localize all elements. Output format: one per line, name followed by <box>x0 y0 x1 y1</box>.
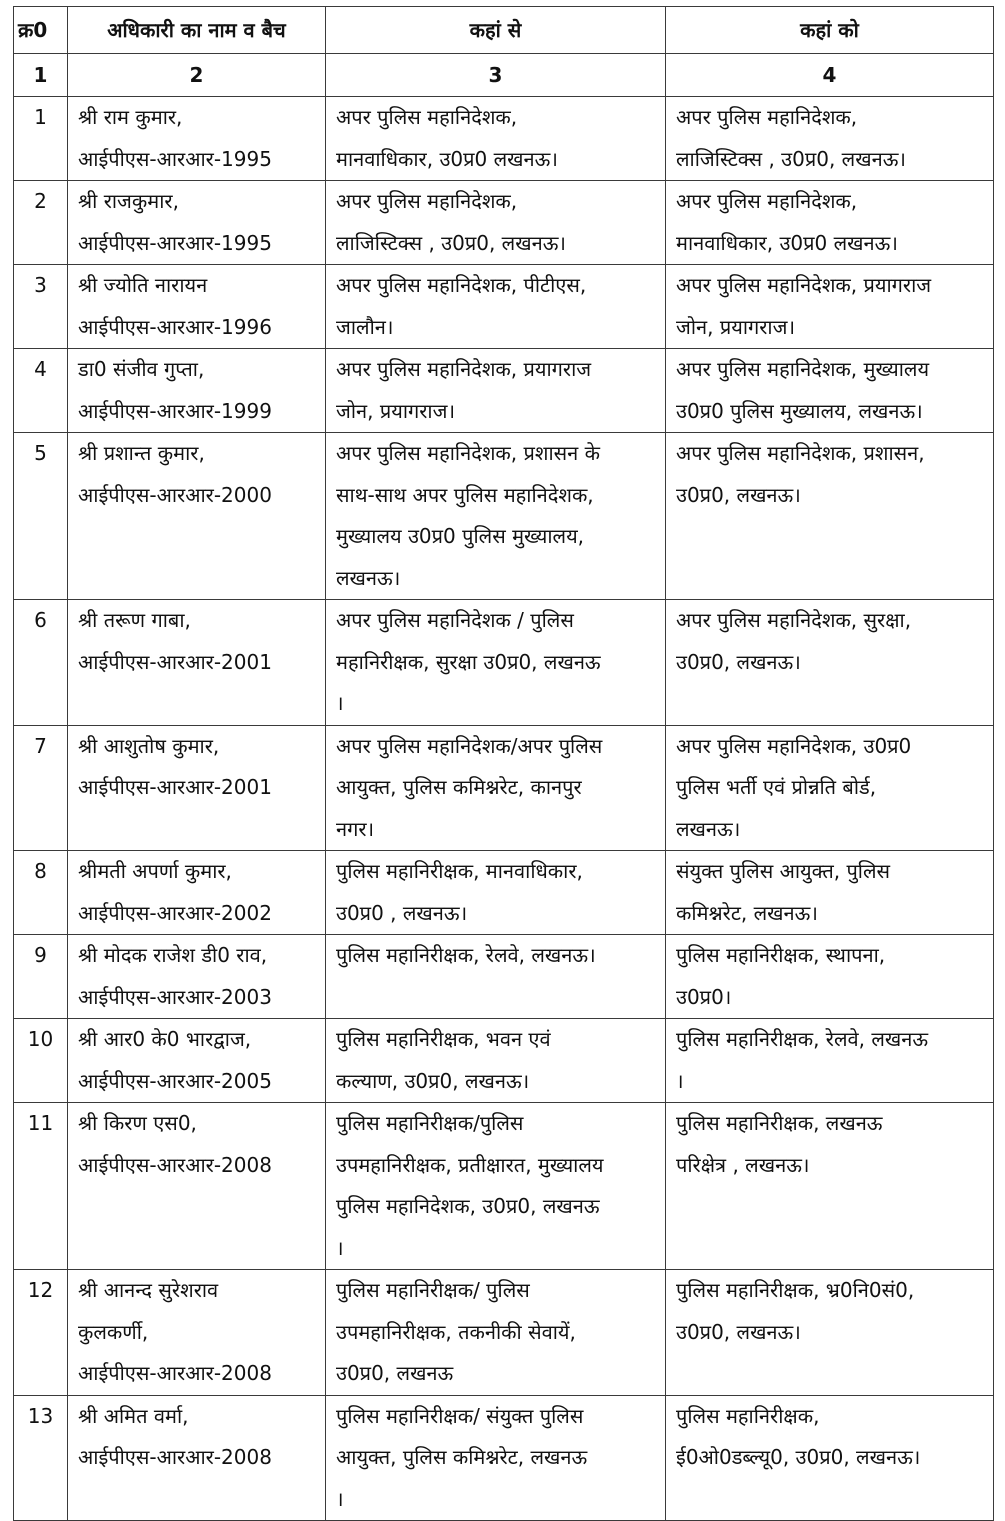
officer-name-cell <box>68 725 326 851</box>
from-post-line: पुलिस महानिदेशक, उ0प्र0, लखनऊ <box>336 1194 600 1218</box>
officer-name-line: श्री ज्योति नारायन <box>78 273 208 297</box>
from-post-line: उपमहानिरीक्षक, प्रतीक्षारत, मुख्यालय <box>336 1152 604 1177</box>
officer-name-cell <box>68 1395 326 1521</box>
serial-number: 11 <box>14 1103 68 1270</box>
from-post-cell <box>326 851 666 935</box>
to-post-cell <box>666 600 994 726</box>
to-post-line: मानवाधिकार, उ0प्र0 लखनऊ। <box>676 230 898 255</box>
to-post-cell <box>666 1395 994 1521</box>
from-post-line: साथ-साथ अपर पुलिस महानिदेशक, <box>336 482 594 507</box>
table-row <box>14 265 994 349</box>
from-post-line: अपर पुलिस महानिदेशक/अपर पुलिस <box>336 733 603 758</box>
header-officer-name: अधिकारी का नाम व बैच <box>68 7 326 54</box>
officer-name-cell <box>68 1019 326 1103</box>
from-post-line: अपर पुलिस महानिदेशक, प्रशासन के <box>336 441 600 465</box>
to-post-cell <box>666 1270 994 1396</box>
to-post-cell <box>666 349 994 433</box>
officer-name-line: श्री तरूण गाबा, <box>78 608 191 632</box>
from-post-cell <box>326 1395 666 1521</box>
from-post-cell <box>326 433 666 600</box>
from-post-line: अपर पुलिस महानिदेशक, पीटीएस, <box>336 273 587 297</box>
from-post-cell <box>326 600 666 726</box>
to-post-line: अपर पुलिस महानिदेशक, <box>676 189 858 213</box>
to-post-line: लखनऊ। <box>676 816 741 841</box>
officer-name-cell <box>68 433 326 600</box>
to-post-line: उ0प्र0, लखनऊ। <box>676 1319 801 1344</box>
to-post-line: उ0प्र0, लखनऊ। <box>676 482 801 507</box>
officer-name-line: श्री आर0 के0 भारद्वाज, <box>78 1027 252 1051</box>
to-post-cell <box>666 433 994 600</box>
officer-name-line: श्री राजकुमार, <box>78 189 179 213</box>
officer-name-cell <box>68 265 326 349</box>
to-post-line: संयुक्त पुलिस आयुक्त, पुलिस <box>676 859 891 883</box>
from-post-line: आयुक्त, पुलिस कमिश्नरेट, कानपुर <box>336 775 582 799</box>
from-post-line: । <box>336 1235 344 1260</box>
to-post-line: उ0प्र0, लखनऊ। <box>676 649 801 674</box>
table-row <box>14 1395 994 1521</box>
table-row <box>14 600 994 726</box>
officer-name-line: आईपीएस-आरआर-2000 <box>78 482 272 507</box>
from-post-line: अपर पुलिस महानिदेशक, <box>336 189 518 213</box>
header-row <box>14 7 994 54</box>
to-post-cell <box>666 97 994 181</box>
officer-name-cell <box>68 181 326 265</box>
to-post-line: अपर पुलिस महानिदेशक, उ0प्र0 <box>676 733 912 758</box>
table-row <box>14 1270 994 1396</box>
from-post-line: पुलिस महानिरीक्षक/ पुलिस <box>336 1278 530 1302</box>
serial-number: 10 <box>14 1019 68 1103</box>
from-post-line: पुलिस महानिरीक्षक/ संयुक्त पुलिस <box>336 1403 584 1428</box>
from-post-line: अपर पुलिस महानिदेशक, <box>336 105 518 129</box>
table-row <box>14 1019 994 1103</box>
officer-name-line: आईपीएस-आरआर-2005 <box>78 1068 272 1093</box>
from-post-cell <box>326 349 666 433</box>
to-post-cell <box>666 265 994 349</box>
officer-name-cell <box>68 349 326 433</box>
officer-name-line: श्री आशुतोष कुमार, <box>78 733 220 758</box>
to-post-line: पुलिस महानिरीक्षक, लखनऊ <box>676 1111 883 1135</box>
column-index-2: 2 <box>68 54 326 97</box>
officer-name-line: आईपीएस-आरआर-2002 <box>78 900 272 925</box>
from-post-line: मानवाधिकार, उ0प्र0 लखनऊ। <box>336 146 558 171</box>
from-post-line: लखनऊ। <box>336 565 401 590</box>
from-post-line: पुलिस महानिरीक्षक, भवन एवं <box>336 1027 551 1051</box>
officer-name-line: आईपीएस-आरआर-2001 <box>78 775 272 799</box>
officer-name-line: श्रीमती अपर्णा कुमार, <box>78 859 232 883</box>
header-serial: क्र0 <box>14 7 68 54</box>
from-post-line: जोन, प्रयागराज। <box>336 398 456 423</box>
from-post-cell <box>326 725 666 851</box>
table-row <box>14 725 994 851</box>
table-body <box>14 97 994 1521</box>
serial-number: 3 <box>14 265 68 349</box>
serial-number: 9 <box>14 935 68 1019</box>
officer-name-line: डा0 संजीव गुप्ता, <box>78 357 205 381</box>
transfer-order-document <box>13 6 993 1521</box>
column-index-1: 1 <box>14 54 68 97</box>
table-row <box>14 181 994 265</box>
serial-number: 13 <box>14 1395 68 1521</box>
from-post-line: । <box>336 1486 344 1511</box>
officer-name-cell <box>68 1103 326 1270</box>
officer-name-line: आईपीएस-आरआर-1995 <box>78 146 272 171</box>
to-post-line: परिक्षेत्र , लखनऊ। <box>676 1152 810 1177</box>
from-post-cell <box>326 935 666 1019</box>
to-post-cell <box>666 725 994 851</box>
to-post-cell <box>666 851 994 935</box>
serial-number: 4 <box>14 349 68 433</box>
officer-name-line: श्री प्रशान्त कुमार, <box>78 441 205 465</box>
serial-number: 8 <box>14 851 68 935</box>
officer-name-line: श्री राम कुमार, <box>78 105 183 129</box>
officer-name-line: आईपीएस-आरआर-2008 <box>78 1361 272 1385</box>
header-to: कहां को <box>666 7 994 54</box>
column-index-3: 3 <box>326 54 666 97</box>
officer-name-cell <box>68 851 326 935</box>
to-post-line: अपर पुलिस महानिदेशक, मुख्यालय <box>676 357 930 381</box>
officer-name-cell <box>68 97 326 181</box>
from-post-line: अपर पुलिस महानिदेशक, प्रयागराज <box>336 357 592 381</box>
from-post-cell <box>326 1019 666 1103</box>
to-post-cell <box>666 935 994 1019</box>
to-post-line: कमिश्नरेट, लखनऊ। <box>676 900 818 925</box>
column-index-4: 4 <box>666 54 994 97</box>
from-post-cell <box>326 97 666 181</box>
from-post-line: जालौन। <box>336 314 394 339</box>
officer-name-line: आईपीएस-आरआर-1996 <box>78 314 272 339</box>
to-post-line: पुलिस महानिरीक्षक, <box>676 1403 820 1428</box>
from-post-line: पुलिस महानिरीक्षक, मानवाधिकार, <box>336 859 583 883</box>
column-index-row <box>14 54 994 97</box>
to-post-line: अपर पुलिस महानिदेशक, <box>676 105 858 129</box>
officer-name-line: श्री किरण एस0, <box>78 1111 197 1135</box>
to-post-cell <box>666 181 994 265</box>
to-post-line: पुलिस भर्ती एवं प्रोन्नति बोर्ड, <box>676 775 877 799</box>
table-row <box>14 433 994 600</box>
from-post-line: उ0प्र0, लखनऊ <box>336 1361 454 1385</box>
from-post-line: मुख्यालय उ0प्र0 पुलिस मुख्यालय, <box>336 524 585 548</box>
officer-name-cell <box>68 600 326 726</box>
transfer-table <box>13 6 994 1521</box>
from-post-line: उ0प्र0 , लखनऊ। <box>336 900 468 925</box>
officer-name-cell <box>68 935 326 1019</box>
from-post-line: । <box>336 691 344 715</box>
serial-number: 12 <box>14 1270 68 1396</box>
to-post-line: पुलिस महानिरीक्षक, स्थापना, <box>676 943 886 967</box>
to-post-line: उ0प्र0 पुलिस मुख्यालय, लखनऊ। <box>676 398 923 423</box>
to-post-line: ई0ओ0डब्ल्यू0, उ0प्र0, लखनऊ। <box>676 1445 921 1469</box>
serial-number: 6 <box>14 600 68 726</box>
from-post-line: उपमहानिरीक्षक, तकनीकी सेवायें, <box>336 1319 576 1344</box>
to-post-line: पुलिस महानिरीक्षक, भ्र0नि0सं0, <box>676 1278 915 1302</box>
to-post-line: जोन, प्रयागराज। <box>676 314 796 339</box>
to-post-line: । <box>676 1068 684 1093</box>
from-post-line: लाजिस्टिक्स , उ0प्र0, लखनऊ। <box>336 230 566 255</box>
to-post-line: अपर पुलिस महानिदेशक, प्रयागराज <box>676 273 932 297</box>
to-post-cell <box>666 1103 994 1270</box>
serial-number: 5 <box>14 433 68 600</box>
officer-name-line: श्री आनन्द सुरेशराव <box>78 1278 219 1302</box>
officer-name-line: आईपीएस-आरआर-2003 <box>78 984 272 1009</box>
table-row <box>14 1103 994 1270</box>
table-row <box>14 851 994 935</box>
officer-name-line: कुलकर्णी, <box>78 1319 149 1344</box>
from-post-line: आयुक्त, पुलिस कमिश्नरेट, लखनऊ <box>336 1445 588 1469</box>
to-post-cell <box>666 1019 994 1103</box>
officer-name-cell <box>68 1270 326 1396</box>
from-post-line: पुलिस महानिरीक्षक/पुलिस <box>336 1111 524 1135</box>
to-post-line: अपर पुलिस महानिदेशक, प्रशासन, <box>676 441 925 465</box>
from-post-cell <box>326 181 666 265</box>
officer-name-line: आईपीएस-आरआर-2008 <box>78 1152 272 1177</box>
serial-number: 2 <box>14 181 68 265</box>
serial-number: 7 <box>14 725 68 851</box>
from-post-cell <box>326 1270 666 1396</box>
officer-name-line: आईपीएस-आरआर-1999 <box>78 398 272 423</box>
to-post-line: अपर पुलिस महानिदेशक, सुरक्षा, <box>676 608 912 632</box>
from-post-cell <box>326 1103 666 1270</box>
to-post-line: पुलिस महानिरीक्षक, रेलवे, लखनऊ <box>676 1027 929 1051</box>
from-post-line: पुलिस महानिरीक्षक, रेलवे, लखनऊ। <box>336 943 596 967</box>
officer-name-line: श्री अमित वर्मा, <box>78 1403 189 1428</box>
to-post-line: लाजिस्टिक्स , उ0प्र0, लखनऊ। <box>676 146 906 171</box>
table-row <box>14 349 994 433</box>
officer-name-line: आईपीएस-आरआर-1995 <box>78 230 272 255</box>
from-post-line: अपर पुलिस महानिदेशक / पुलिस <box>336 608 574 632</box>
officer-name-line: श्री मोदक राजेश डी0 राव, <box>78 943 268 967</box>
to-post-line: उ0प्र0। <box>676 984 732 1009</box>
from-post-line: कल्याण, उ0प्र0, लखनऊ। <box>336 1068 530 1093</box>
serial-number: 1 <box>14 97 68 181</box>
from-post-line: महानिरीक्षक, सुरक्षा उ0प्र0, लखनऊ <box>336 649 601 674</box>
table-row <box>14 97 994 181</box>
from-post-line: नगर। <box>336 816 375 841</box>
from-post-cell <box>326 265 666 349</box>
officer-name-line: आईपीएस-आरआर-2008 <box>78 1445 272 1469</box>
header-from: कहां से <box>326 7 666 54</box>
table-row <box>14 935 994 1019</box>
officer-name-line: आईपीएस-आरआर-2001 <box>78 649 272 674</box>
